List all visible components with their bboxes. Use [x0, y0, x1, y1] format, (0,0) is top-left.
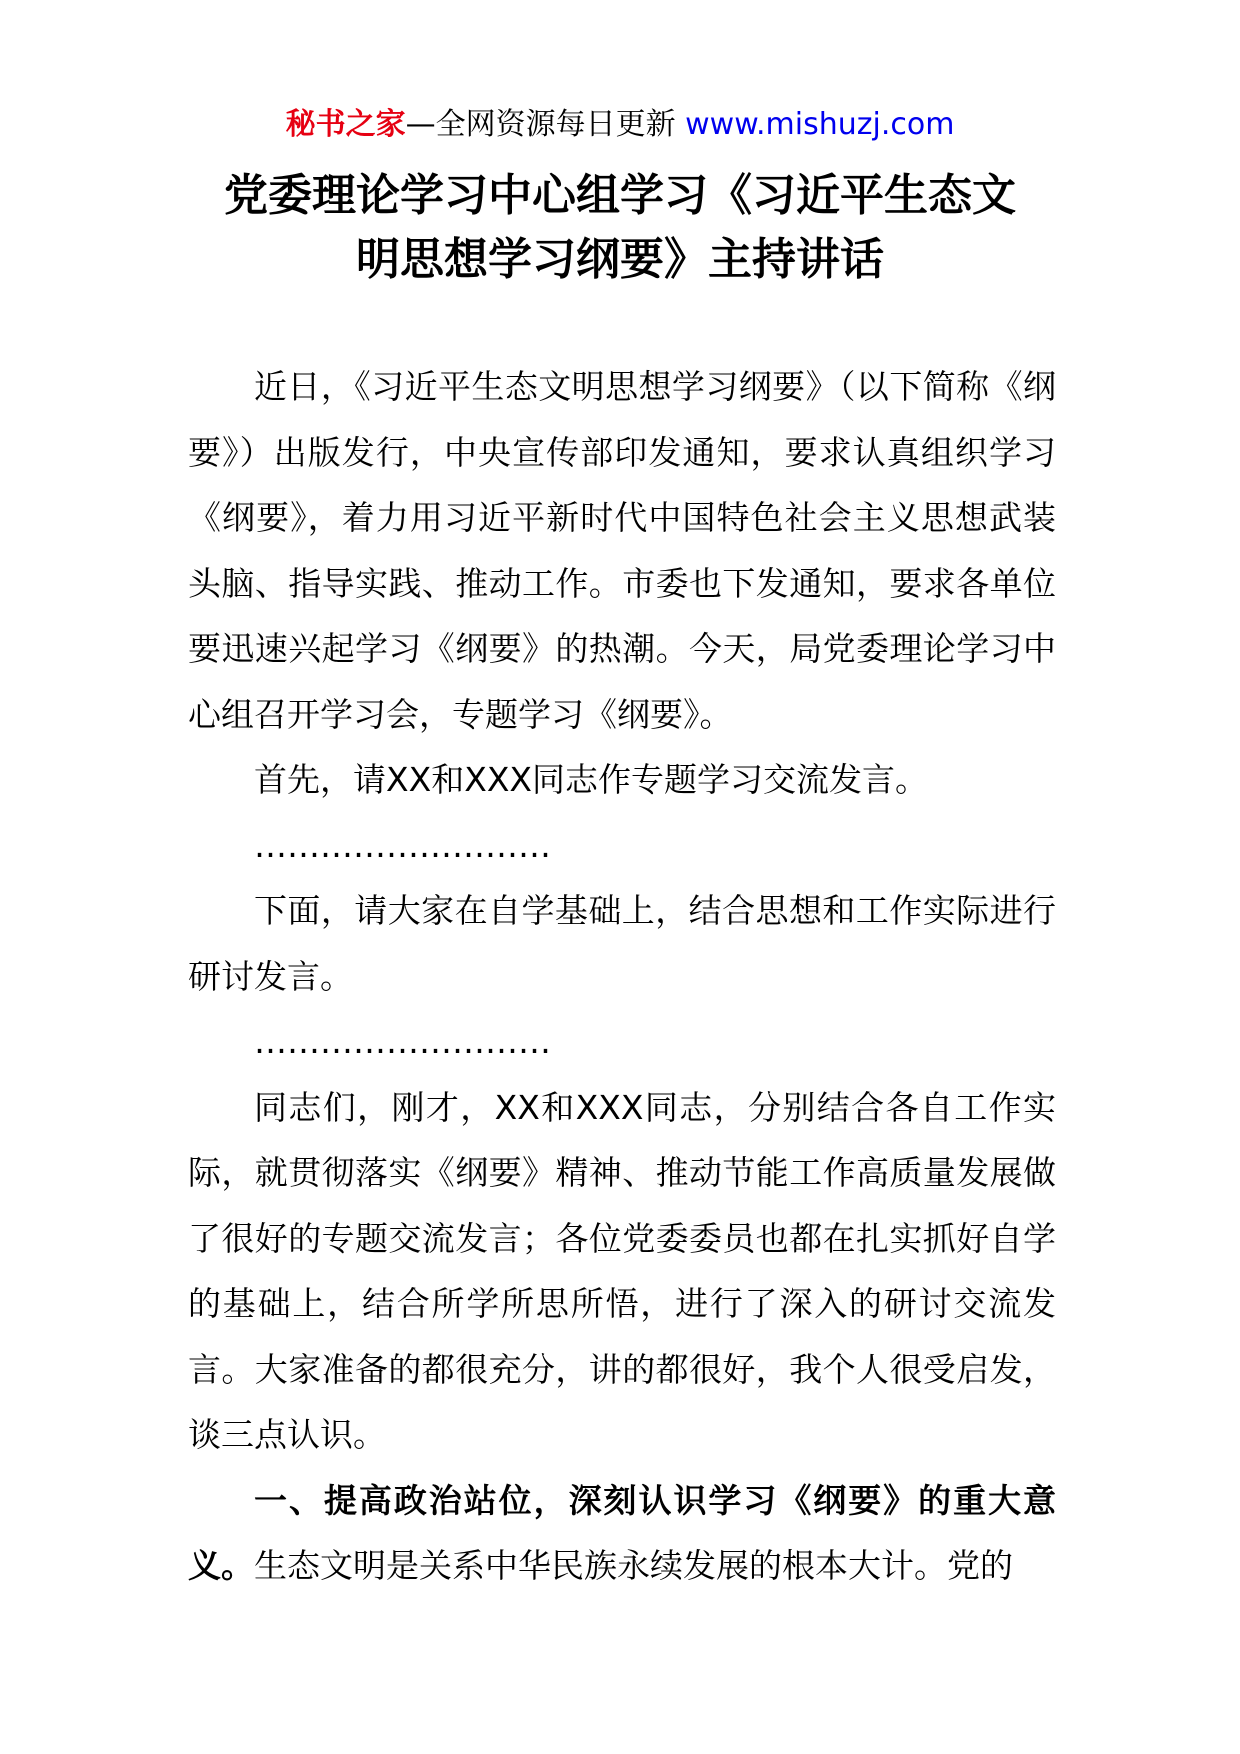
site-header	[0, 100, 1240, 150]
paragraph-discussion: 下面，请大家在自学基础上，结合思想和工作实际进行研讨发言。	[188, 891, 1056, 996]
header-tagline: —全网资源每日更新	[405, 107, 686, 142]
document-body	[188, 354, 1056, 1599]
paragraph-summary: 同志们，刚才，XX和XXX同志，分别结合各自工作实际，就贯彻落实《纲要》精神、推动节能工作高质量发展做了很好的专题交流发言；各位党委委员也都在扎实抓好自学的基础上，结合所学所思所悟，进行了深入的研讨交流发言。大家准备的都很充分，讲的都很好，我个人很受启发，谈三点认识。	[188, 1087, 1056, 1454]
document-title	[150, 164, 1090, 292]
paragraph-first-speakers: 首先，请XX和XXX同志作专题学习交流发言。	[254, 760, 929, 799]
title-line-1: 党委理论学习中心组学习《习近平生态文	[224, 170, 1016, 221]
ellipsis-separator-2: ………………………	[254, 1022, 551, 1061]
point-one-heading: 一、提高政治站位，深刻认识学习《纲要》的重大意义。	[188, 1480, 1056, 1585]
title-line-2: 明思想学习纲要》主持讲话	[356, 234, 884, 285]
paragraph-point-one	[188, 1468, 1056, 1599]
ellipsis-separator-1: ………………………	[254, 825, 551, 865]
paragraph-intro: 近日，《习近平生态文明思想学习纲要》（以下简称《纲要》）出版发行，中央宣传部印发通知，要求认真组织学习《纲要》，着力用习近平新时代中国特色社会主义思想武装头脑、指导实践、推动工作。市委也下发通知，要求各单位要迅速兴起学习《纲要》的热潮。今天，局党委理论学习中心组召开学习会，专题学习《纲要》。	[188, 367, 1056, 734]
brand-name: 秘书之家	[285, 107, 406, 142]
site-url-link[interactable]: www.mishuzj.com	[685, 107, 955, 142]
point-one-text: 生态文明是关系中华民族永续发展的根本大计。党的	[254, 1546, 1013, 1585]
